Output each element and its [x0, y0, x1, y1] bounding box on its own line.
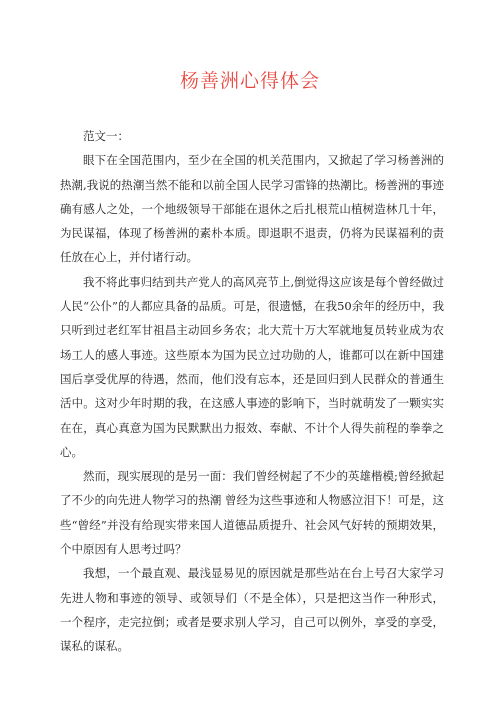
section-label: 范文一：: [83, 129, 129, 143]
document-body: [60, 124, 444, 659]
paragraph-4: 我想，一个最直观、最浅显易见的原因就是那些站在台上号召大家学习先进人物和事迹的领导、或领导们（不是全体），只是把这当作一种形式，一个程序，走完拉倒；或者是要求别人学习，自己可以例外，享受的享受，谋私的谋私。: [60, 566, 444, 654]
paragraph-1: 眼下在全国范围内，至少在全国的机关范围内，又掀起了学习杨善洲的热潮,我说的热潮当然不能和以前全国人民学习雷锋的热潮比。杨善洲的事迹确有感人之处，一个地级领导干部能在退休之后扎根荒山植树造林几十年，为民谋福，体现了杨善洲的素朴本质。即退职不退责，仍将为民谋福利的责任放在心上，并付诸行动。: [60, 153, 444, 265]
paragraph-3: 然而，现实展现的是另一面：我们曾经树起了不少的英雄楷模;曾经掀起了不少的向先进人物学习的热潮 曾经为这些事迹和人物感泣泪下！可是，这些“曾经”并没有给现实带来国人道德品质提升、社会风气好转的预期效果，个中原因有人思考过吗？: [60, 469, 444, 557]
document-title: 杨善洲心得体会: [179, 70, 320, 92]
paragraph-2: 我不将此事归结到共产党人的高风亮节上,倒觉得这应该是每个曾经做过人民“公仆”的人都应具备的品质。可是，很遗憾，在我50余年的经历中，我只听到过老红军甘祖昌主动回乡务农；北大荒十万大军就地复员转业成为农场工人的感人事迹。这些原本为国为民立过功勋的人，谁都可以在新中国建国后享受优厚的待遇，然而，他们没有忘本，还是回归到人民群众的普通生活中。这对少年时期的我，在这感人事迹的影响下，当时就萌发了一颗实实在在，真心真意为国为民默默出力报效、奉献、不计个人得失前程的拳拳之心。: [60, 274, 444, 459]
